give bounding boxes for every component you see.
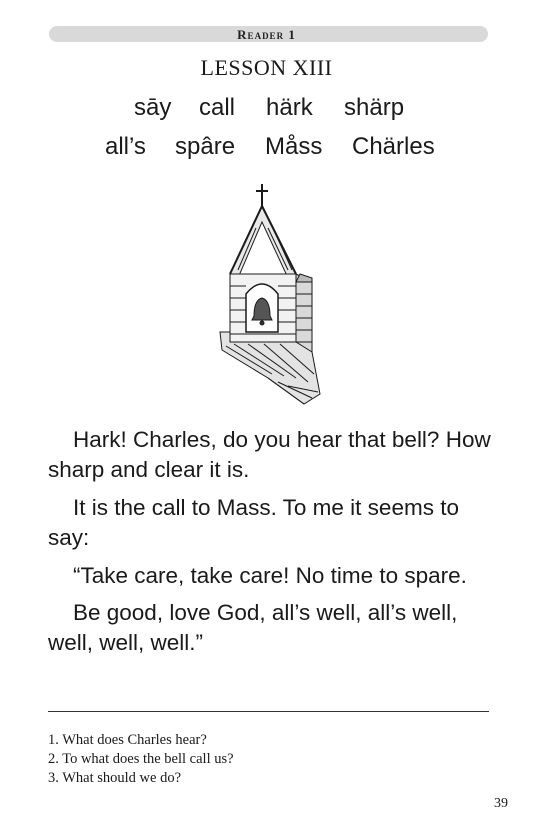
question-item: 3. What should we do?	[48, 770, 182, 786]
vocab-word: call	[199, 94, 236, 121]
vocab-word: shärp	[344, 94, 405, 121]
story-paragraph: “Take care, take care! No time to spare.	[73, 563, 467, 588]
vocab-word: spâre	[175, 133, 236, 160]
bell-tower-icon	[208, 182, 333, 407]
story-paragraph: Be good, love God, all’s well, all’s well, well, well, well.”	[48, 600, 458, 655]
vocab-word: Chärles	[352, 133, 435, 160]
vocab-word: härk	[266, 94, 313, 121]
vocab-word: sāy	[134, 94, 172, 121]
vocab-word: Måss	[265, 133, 323, 160]
story-paragraph: It is the call to Mass. To me it seems to say:	[48, 495, 459, 550]
story-paragraph: Hark! Charles, do you hear that bell? How sharp and clear it is.	[48, 427, 491, 482]
vocab-word: all’s	[105, 133, 146, 160]
question-item: 2. To what does the bell call us?	[48, 751, 234, 767]
lesson-title: LESSON XIII	[200, 55, 333, 80]
footnote-divider	[48, 711, 489, 712]
page-number: 39	[494, 796, 508, 811]
question-item: 1. What does Charles hear?	[48, 732, 207, 748]
running-header: Reader 1	[237, 27, 296, 42]
